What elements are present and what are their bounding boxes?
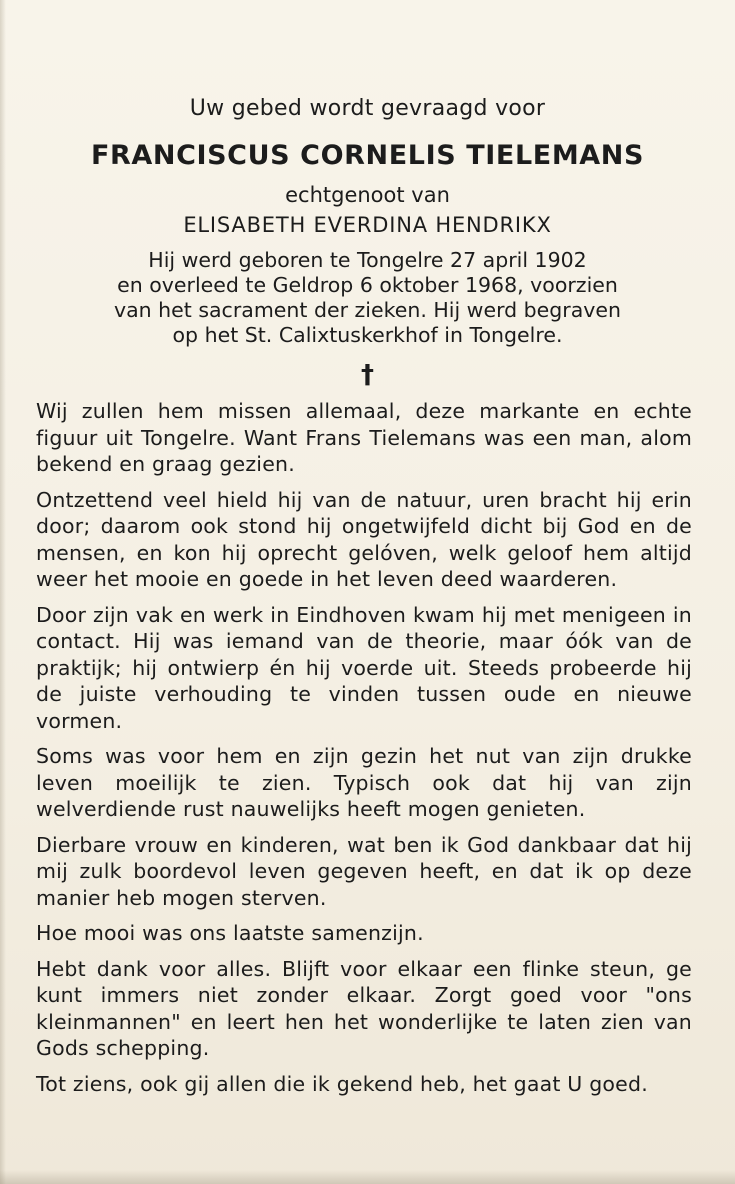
spouse-name: ELISABETH EVERDINA HENDRIKX xyxy=(183,213,552,237)
spouse-label: echtgenoot van xyxy=(285,183,450,207)
deceased-name: FRANCISCUS CORNELIS TIELEMANS xyxy=(90,140,645,171)
paragraph: Hebt dank voor alles. Blijft voor elkaar een flinke steun, ge kunt immers niet zonder elkaar. Zorgt goed voor "ons kleinmannen" en leert hen het wonderlijke te laten zien van Gods schepping. xyxy=(36,956,692,1060)
prayer-request: Uw gebed wordt gevraagd voor xyxy=(189,96,546,121)
paragraph: Ontzettend veel hield hij van de natuur, uren bracht hij erin door; daarom ook stond hij ongetwijfeld dicht bij God en de mensen, en kon hij oprecht gelóven, welk geloof hem altijd weer het mooie en goede in het leven deed waarderen. xyxy=(36,487,692,591)
memorial-text xyxy=(36,398,692,1106)
bio-line: Hij werd geboren te Tongelre 27 april 1902 xyxy=(148,248,587,272)
paragraph: Hoe mooi was ons laatste samenzijn. xyxy=(36,921,424,945)
paragraph: Dierbare vrouw en kinderen, wat ben ik God dankbaar dat hij mij zulk boordevol leven gegeven heeft, en dat ik op deze manier heb mogen sterven. xyxy=(36,832,692,910)
card-bottom-edge xyxy=(0,1170,735,1184)
bio-line: op het St. Calixtuskerkhof in Tongelre. xyxy=(172,323,563,347)
card-left-edge xyxy=(0,0,6,1184)
bio-line: en overleed te Geldrop 6 oktober 1968, voorzien xyxy=(117,273,618,297)
biography xyxy=(40,248,695,348)
paragraph: Tot ziens, ook gij allen die ik gekend heb, het gaat U goed. xyxy=(36,1071,648,1096)
paragraph: Wij zullen hem missen allemaal, deze markante en echte figuur uit Tongelre. Want Frans Tielemans was een man, alom bekend en graag gezien. xyxy=(36,399,692,476)
bio-line: van het sacrament der zieken. Hij werd begraven xyxy=(113,298,622,322)
cross-symbol: † xyxy=(361,360,374,390)
paragraph: Door zijn vak en werk in Eindhoven kwam hij met menigeen in contact. Hij was iemand van de theorie, maar óók van de praktijk; hij ontwierp én hij voerde uit. Steeds probeerde hij de juiste verhouding te vinden tussen oude en nieuwe vormen. xyxy=(36,602,692,733)
paragraph: Soms was voor hem en zijn gezin het nut van zijn drukke leven moeilijk te zien. Typisch ook dat hij van zijn welverdiende rust nauwelijks heeft mogen genieten. xyxy=(36,744,692,821)
